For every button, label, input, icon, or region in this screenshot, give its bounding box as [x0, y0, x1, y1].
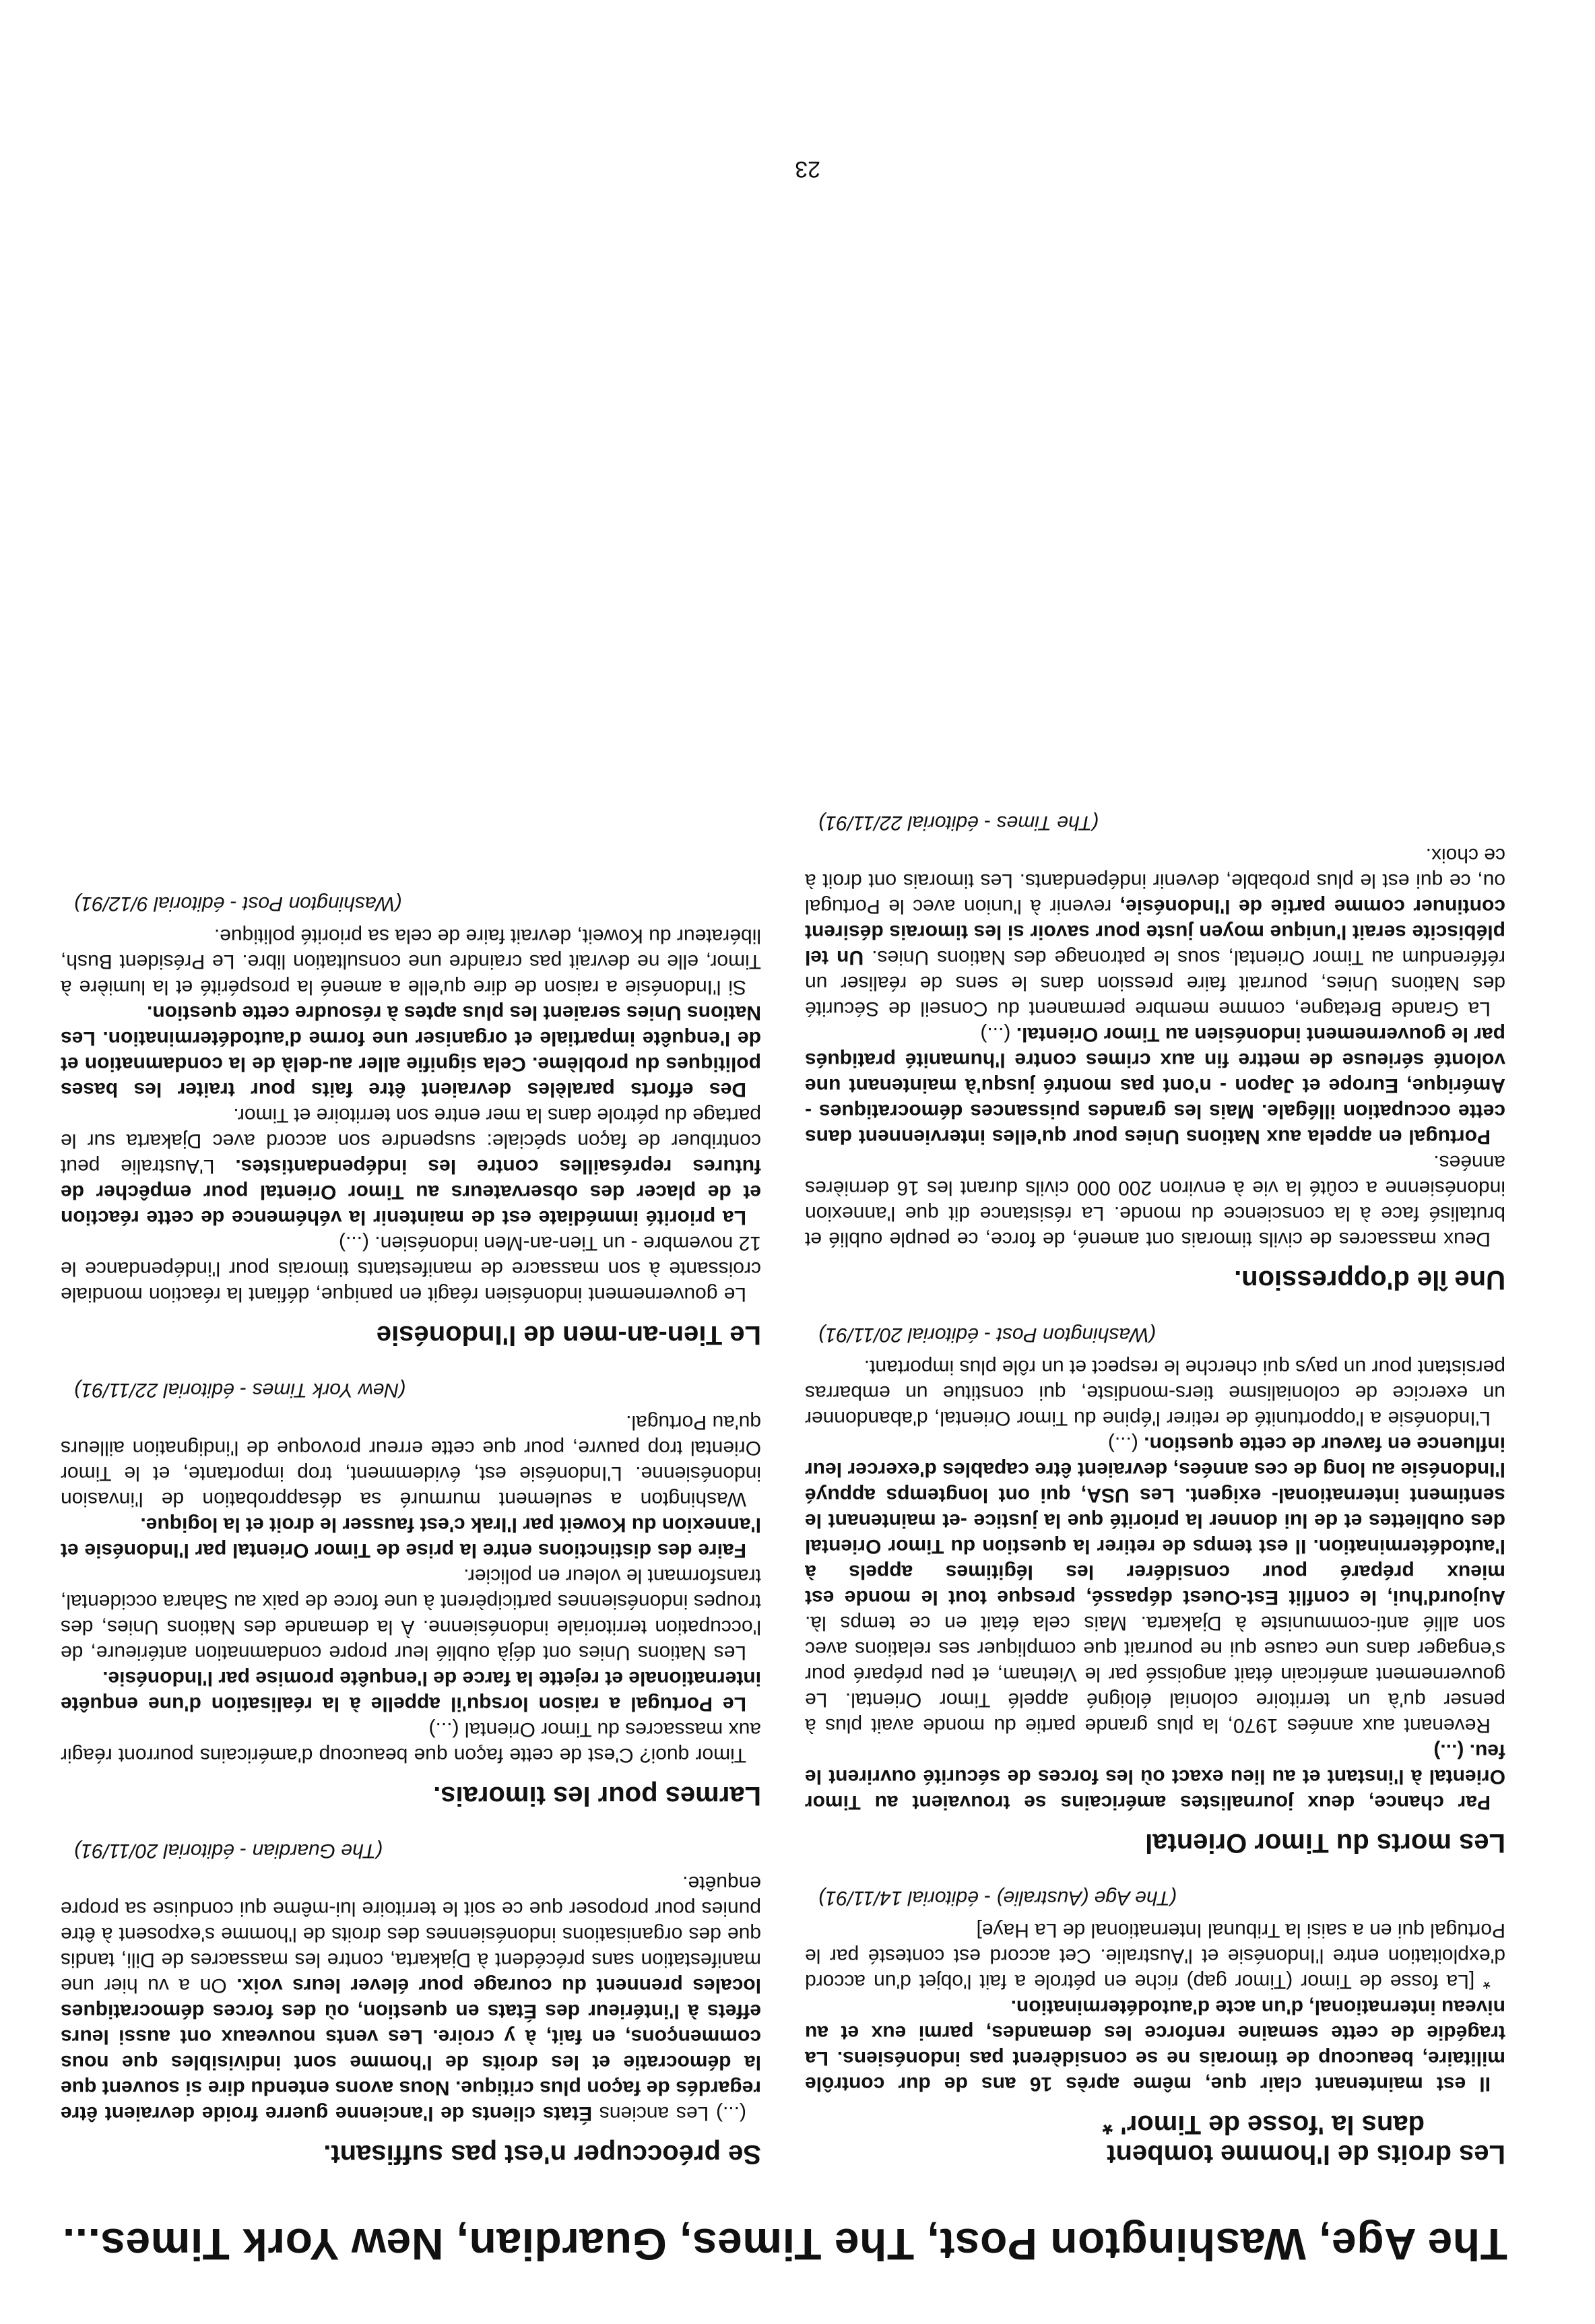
body-text: Si l'Indonésie a raison de dire qu'elle a amené la prospérité et la lumière à Timor, elle ne devrait pas craindre une consultation libre. Le Président Bush, libérateur du Koweit, devrait faire de cela sa priorité politique. [61, 925, 761, 998]
article-paragraph [61, 1000, 761, 1102]
body-text: revenir à l'union avec le Portugal ou, ce qui est le plus probable, devenir indépendants. Les timorais ont droit à ce choix. [805, 844, 1505, 917]
article-paragraph [805, 1994, 1505, 2096]
article [805, 1322, 1505, 1858]
body-text: Le gouvernement indonésien réagit en panique, défiant la réaction mondiale croissante à son massacre de manifestants timorais pour l'indépendance le 12 novembre - un Tien-an-Men indonésien. (...) [61, 1232, 761, 1305]
article-paragraph [61, 923, 761, 1000]
article [61, 1377, 761, 1811]
article-source: (Washington Post - éditorial 20/11/91) [818, 1324, 1156, 1346]
article-paragraph [805, 1738, 1505, 1815]
bold-text: Portugal en appela aux Nations Unies pour qu'elles interviennent dans cette occupation illégale. Mais les grandes puissances démocratiques - Amérique, Europe et Japon - n'ont pas montré jusqu'à maintenant une volonté sérieuse de mettre fin aux crimes contre l'humanité pratiqués par le gouvernement indonésien au Timor Oriental. [805, 1023, 1505, 1148]
article-paragraph [805, 1917, 1505, 1994]
bold-text: Des efforts paralèles devraient être faits pour traiter les bases politiques du problème. Cela signifie aller au-delà de la condamnation et de l'enquête impartiale et organiser une forme d'autodétermination. Les Nations Unies seraient les plus aptes à résoudre cette question. [61, 1002, 761, 1101]
article [61, 891, 761, 1350]
body-text: Timor quoi? C'est de cette façon que beaucoup d'américains pourront réagir aux massacres du Timor Oriental (...) [61, 1718, 761, 1766]
bold-text: Il est maintenant clair que, même après 16 ans de dur contrôle militaire, beaucoup de timorais ne se considèrent pas indonésiens. La tragédie de cette semaine renforce les demandes, parmi eux et au niveau international, d'un acte d'autodétermination. [805, 1996, 1505, 2095]
bold-text: Le Portugal a raison lorsqu'il appelle à la réalisation d'une enquête internationale et rejette la farce de l'enquête promise par l'Indonésie. [61, 1667, 761, 1715]
article-paragraph [61, 1409, 761, 1512]
page-title: The Age, Washington Post, The Times, Guardian, New York Times... [62, 2220, 1507, 2269]
body-text: Les Nations Unies ont déjà oublié leur propre condamnation antérieure, de l'occupation territoriale indonésienne. À la demande des Nations Unies, des troupes indonésiennes participèrent à une force de paix au Sahara occidental, transformant le voleur en policier. [61, 1565, 761, 1664]
body-text: (...) [980, 1023, 1016, 1045]
article-source: (Washington Post - éditorial 9/12/91) [74, 893, 402, 915]
article-paragraph [805, 1149, 1505, 1252]
article-paragraph [61, 1665, 761, 1716]
bold-text: La priorité immédiate est de maintenir la véhémence de cette réaction et de placer des observateurs au Timor Oriental pour empêcher de futures représailles contre les indépendantistes. [61, 1155, 761, 1229]
body-text: Deux massacres de civils timorais ont amené, de force, ce peuple oublié et brutalisé face à la conscience du monde. La résistance dit que l'annexion indonésienne a coûté la vie à environ 200 000 civils durant les 16 dernières années. [805, 1151, 1505, 1250]
body-text: (...) [1107, 1433, 1144, 1455]
bold-text: Aujourd'hui, le conflit Est-Ouest dépassé, presque tout le monde est mieux préparé pour considérer les légitimes appels à l'autodétermination. Il est temps de retirer la question du Timor Oriental des oubliettes et de lui donner la priorité que la justice -et maintenant le sentiment international- exigent. Les USA, qui ont longtemps appuyé l'Indonésie au long de ces années, devraient être capables d'exercer leur influence en faveur de cette question. [805, 1433, 1505, 1609]
article-heading: Larmes pour les timorais. [433, 1781, 761, 1811]
article-paragraph [61, 1870, 761, 2126]
body-text: On a vu hier une manifestation sans précédent à Djakarta, contre les massacres de Dili, tandis que des organisations indonésiennes des droits de l'homme s'exposent à être punies pour proposer que ce soit le territoire lui-même qui conduise sa propre enquête. [61, 1872, 761, 1997]
bold-text: Par chance, deux journalistes américains se trouvaient au Timor Oriental à l'instant et au lieu exact où les forces de sécurité ouvrirent le feu. (...) [805, 1740, 1505, 1813]
article-heading: Les morts du Timor Oriental [1145, 1828, 1505, 1858]
article-paragraph [805, 1431, 1505, 1738]
bold-text: Un tel plébiscite serait l'unique moyen juste pour savoir si les timorais désirent continuer comme partie de l'Indonésie, [804, 895, 1505, 969]
article-source: (New York Times - éditorial 22/11/91) [74, 1379, 406, 1401]
page-number: 23 [795, 156, 820, 182]
body-text: * [La fosse de Timor (Timor gap) riche en pétrole a fait l'objet d'un accord d'exploitation entre l'Indonésie et l'Australie. Cet accord est contesté par le Portugal qui en a saisi la Tribunal International de La Haye] [805, 1919, 1505, 1993]
bold-text: États clients de l'ancienne guerre froide devraient être regardés de façon plus critique. Nous avons entendu dire si souvent que la démocratie et les droits de l'homme sont indivisibles que nous commençons, en fait, à y croire. Les vents nouveaux ont aussi leurs effets à l'intérieur des États en question, où des forces démocratiques locales prennent du courage pour élever leurs voix. [61, 1974, 761, 2125]
article [805, 810, 1505, 1295]
article [805, 1885, 1505, 2169]
article-paragraph [61, 1716, 761, 1768]
article-heading: dans la 'fosse de Timor' * [1102, 2110, 1425, 2139]
body-text: Washington a seulement murmuré sa désapprobation de l'invasion indonésienne. L'Indonésie est, évidemment, trop importante, et le Timor Oriental trop pauvre, pour que cette erreur provoque de l'indignation ailleurs qu'au Portugal. [61, 1411, 761, 1510]
article-paragraph [61, 1230, 761, 1307]
article-paragraph [805, 1354, 1505, 1431]
article-source: (The Times - éditorial 22/11/91) [818, 812, 1099, 834]
article-source: (The Age (Australie) - éditorial 14/11/91) [818, 1887, 1177, 1909]
article-paragraph [805, 1021, 1505, 1149]
article-paragraph [61, 1512, 761, 1563]
article-heading: Se préoccuper n'est pas suffisant. [323, 2139, 761, 2169]
article-paragraph [805, 842, 1505, 1021]
body-text: L'Indonésie a l'opportunité de retirer l'épine du Timor Oriental, d'abandonner un exercice de colonialisme tiers-mondiste, qui constitue un embarras persistant pour un pays qui cherche le respect et un rôle plus important. [805, 1356, 1505, 1429]
article-source: (The Guardian - éditorial 20/11/91) [74, 1840, 383, 1862]
body-text: La Grande Bretagne, comme membre permanent du Conseil de Sécurité des Nations Unies, pourrait faire pression dans le sens de réaliser un référendum au Timor Oriental, sous le patronage des Nations Unies. [805, 946, 1505, 1020]
article-heading: Une île d'oppression. [1234, 1265, 1505, 1295]
body-text: Revenant aux années 1970, la plus grande partie du monde avait plus à penser qu'à un territoire colonial éloigné appelé Timor Oriental. Le gouvernement américain était angoissé par le Vietnam, et peu préparé pour s'engager dans une cause qui ne pourrait que compliquer ses relations avec son allié anti-communiste à Djakarta. Mais cela était en ce temps là. [805, 1612, 1505, 1737]
body-text: L'Australie peut contribuer de façon spéciale: suspendre son accord avec Djakarta sur le partage du pétrole dans la mer entre son territoire et Timor. [61, 1104, 761, 1177]
article-paragraph [61, 1102, 761, 1230]
article-heading: Les droits de l'homme tombent [1107, 2139, 1505, 2169]
article [61, 1838, 761, 2169]
right-column [61, 891, 761, 2169]
body-text: (...) Les anciens [592, 2102, 746, 2125]
left-column [805, 810, 1505, 2169]
bold-text: Faire des distinctions entre la prise de Timor Oriental par l'Indonésie et l'annexion du Koweit par l'Irak c'est fausser le droit et la logique. [61, 1514, 761, 1561]
article-paragraph [61, 1563, 761, 1665]
article-heading: Le Tien-an-men de l'Indonésie [376, 1320, 761, 1350]
